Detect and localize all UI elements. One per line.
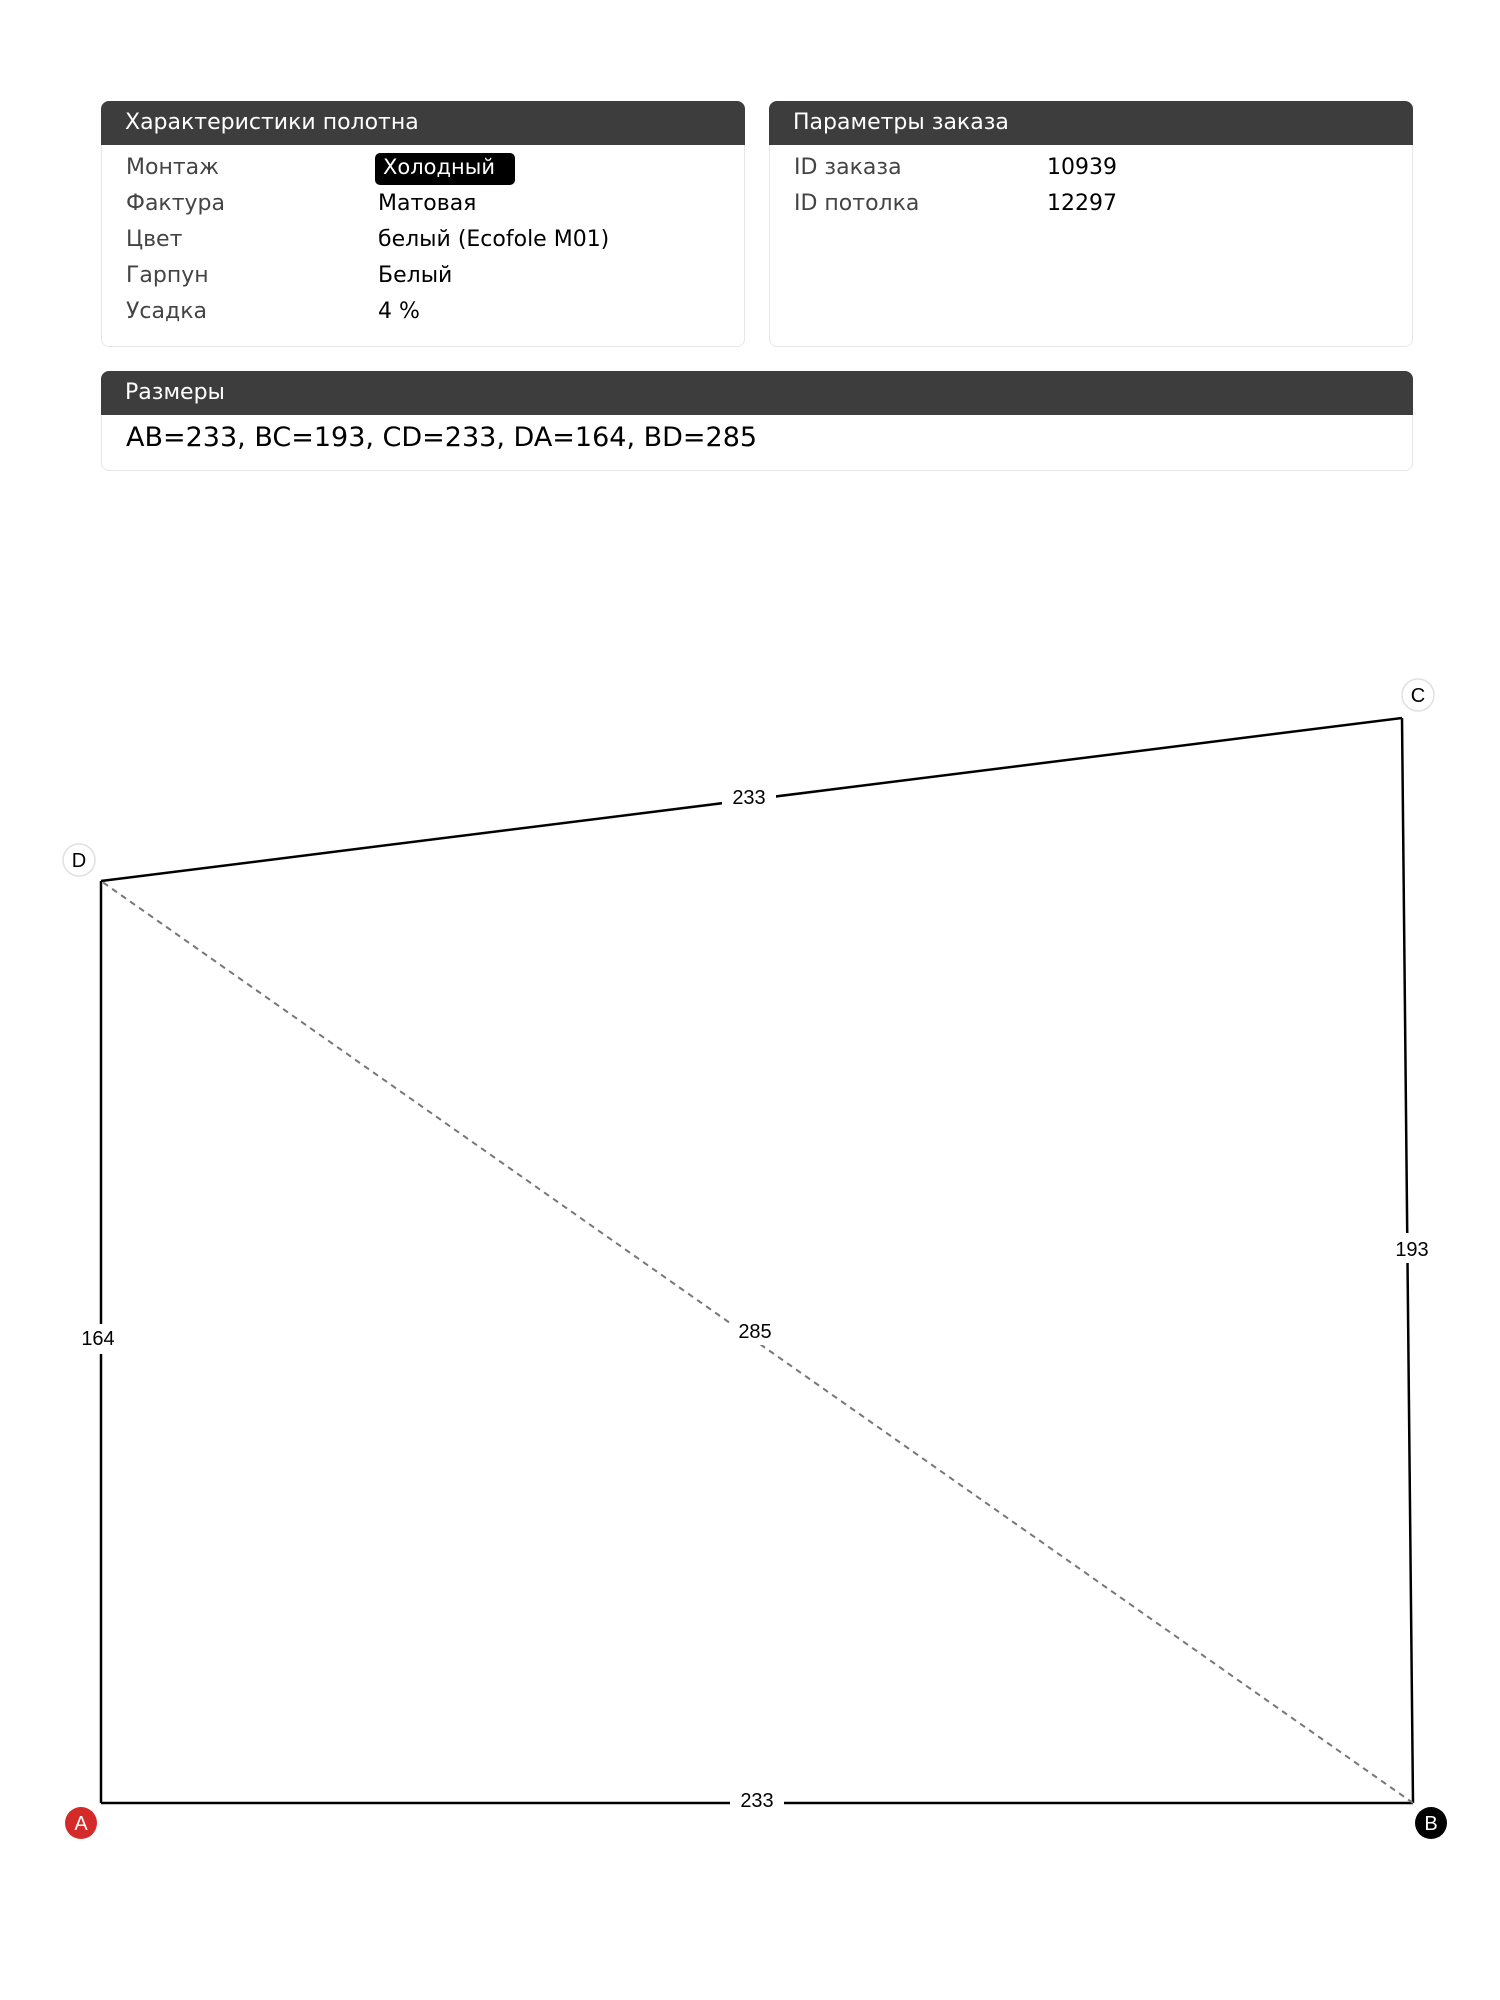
texture-label: Фактура — [126, 191, 225, 216]
order-id-value: 10939 — [1047, 155, 1117, 180]
mount-badge: Холодный — [375, 153, 515, 185]
vertex-b-label: B — [1424, 1813, 1438, 1835]
edge-cd-length: 233 — [732, 787, 766, 809]
shrinkage-value: 4 % — [378, 299, 420, 324]
edge-ab-length: 233 — [740, 1790, 774, 1812]
color-value: белый (Ecofole M01) — [378, 227, 610, 252]
order-id-label: ID заказа — [794, 155, 902, 180]
vertex-d-label: D — [71, 850, 87, 872]
vertex-a-marker — [65, 1807, 97, 1839]
mount-label: Монтаж — [126, 155, 219, 180]
shrinkage-label: Усадка — [126, 299, 207, 324]
dimensions-summary: AB=233, BC=193, CD=233, DA=164, BD=285 — [126, 422, 758, 453]
vertex-d-marker — [63, 844, 95, 876]
vertex-c-label: C — [1410, 685, 1426, 707]
dimensions-title: Размеры — [101, 371, 1413, 415]
canvas-properties-title: Характеристики полотна — [101, 101, 745, 145]
vertex-b-marker — [1415, 1807, 1447, 1839]
diagonal-bd-length: 285 — [738, 1321, 772, 1343]
vertex-c-marker — [1402, 679, 1434, 711]
ceiling-id-label: ID потолка — [794, 191, 920, 216]
ceiling-id-value: 12297 — [1047, 191, 1117, 216]
edge-da-length: 164 — [81, 1328, 115, 1350]
order-params-title: Параметры заказа — [769, 101, 1413, 145]
harpoon-label: Гарпун — [126, 263, 209, 288]
harpoon-value: Белый — [378, 263, 453, 288]
texture-value: Матовая — [378, 191, 477, 216]
vertex-a-label: A — [74, 1813, 88, 1835]
edge-bc-length: 193 — [1395, 1239, 1429, 1261]
color-label: Цвет — [126, 227, 183, 252]
